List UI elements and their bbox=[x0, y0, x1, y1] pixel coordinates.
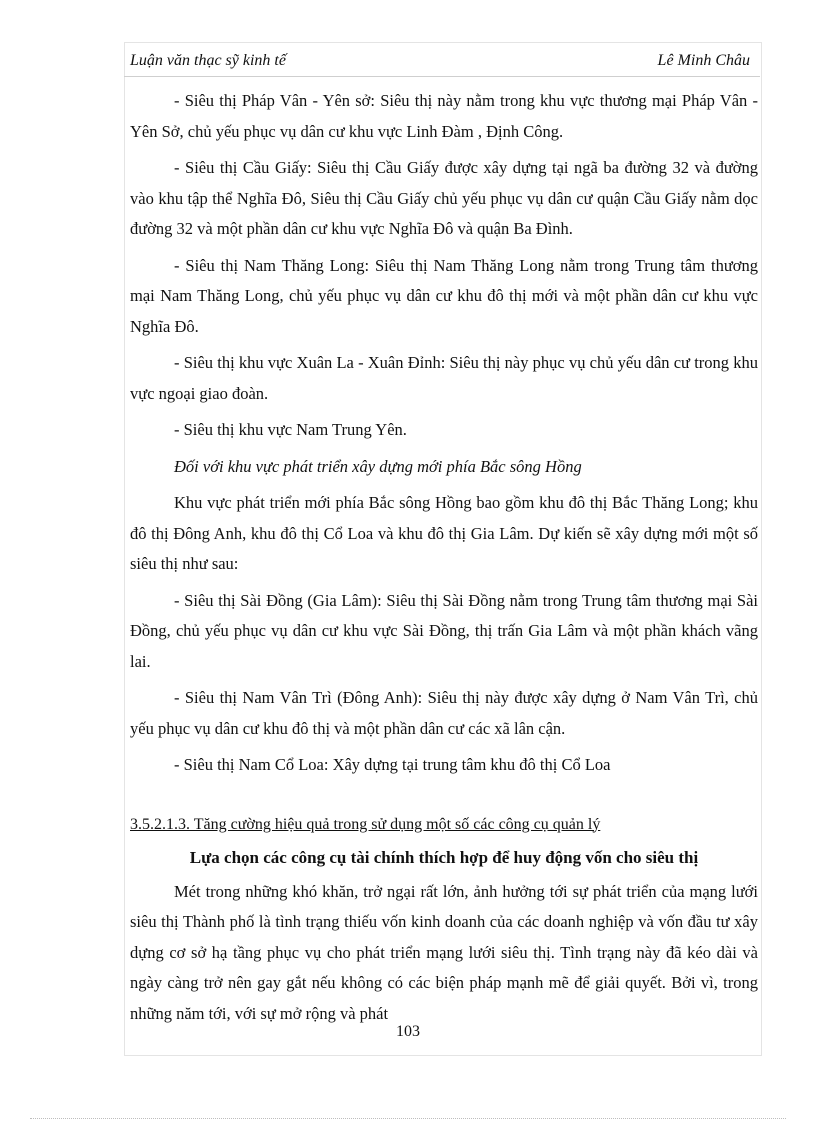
paragraph-xuan-la: - Siêu thị khu vực Xuân La - Xuân Đỉnh: Siêu thị này phục vụ chủ yếu dân cư trong khu vực ngoại giao đoàn. bbox=[130, 353, 758, 403]
paragraph-nam-co-loa: - Siêu thị Nam Cổ Loa: Xây dựng tại trung tâm khu đô thị Cổ Loa bbox=[174, 755, 611, 774]
footer-dotted-line bbox=[30, 1118, 786, 1119]
bold-heading: Lựa chọn các công cụ tài chính thích hợp để huy động vốn cho siêu thị bbox=[189, 847, 699, 867]
header-divider bbox=[124, 76, 760, 77]
page-number: 103 bbox=[396, 1023, 420, 1040]
document-body bbox=[130, 86, 758, 1035]
paragraph-capital-shortage: Mét trong những khó khăn, trở ngại rất lớn, ảnh hưởng tới sự phát triển của mạng lưới siêu thị Thành phố là tình trạng thiếu vốn kinh doanh của các doanh nghiệp và vốn đầu tư xây dựng cơ sở hạ tầng phục vụ cho phát triển mạng lưới siêu thị. Tình trạng này đã kéo dài và ngày càng trở nên gay gắt nếu không có các biện pháp mạnh mẽ để giải quyết. Bởi vì, trong những năm tới, với sự mở rộng và phát bbox=[130, 881, 758, 1023]
paragraph-nam-thang-long: - Siêu thị Nam Thăng Long: Siêu thị Nam Thăng Long nằm trong Trung tâm thương mại Nam Thăng Long, chủ yếu phục vụ dân cư khu đô thị mới và một phần dân cư khu vực Nghĩa Đô. bbox=[130, 255, 758, 336]
paragraph-sai-dong: - Siêu thị Sài Đồng (Gia Lâm): Siêu thị Sài Đồng nằm trong Trung tâm thương mại Sài Đồng, chủ yếu phục vụ dân cư khu vực Sài Đồng, thị trấn Gia Lâm và một phần khách vãng lai. bbox=[130, 590, 758, 671]
header-thesis-title: Luận văn thạc sỹ kinh tế bbox=[130, 52, 286, 69]
paragraph-phap-van: - Siêu thị Pháp Vân - Yên sở: Siêu thị này nằm trong khu vực thương mại Pháp Vân - Yên Sở, chủ yếu phục vụ dân cư khu vực Linh Đàm , Định Công. bbox=[130, 91, 758, 141]
paragraph-north-overview: Khu vực phát triển mới phía Bắc sông Hồng bao gồm khu đô thị Bắc Thăng Long; khu đô thị Đông Anh, khu đô thị Cổ Loa và khu đô thị Gia Lâm. Dự kiến sẽ xây dựng mới một số siêu thị như sau: bbox=[130, 493, 758, 573]
paragraph-nam-trung-yen: - Siêu thị khu vực Nam Trung Yên. bbox=[174, 420, 407, 439]
section-intro-north: Đối với khu vực phát triển xây dựng mới phía Bắc sông Hồng bbox=[174, 456, 582, 476]
paragraph-cau-giay: - Siêu thị Cầu Giấy: Siêu thị Cầu Giấy được xây dựng tại ngã ba đường 32 và đường vào khu tập thể Nghĩa Đô, Siêu thị Cầu Giấy chủ yếu phục vụ dân cư quận Cầu Giấy nằm dọc đường 32 và một phần dân cư khu vực Nghĩa Đô và quận Ba Đình. bbox=[130, 158, 758, 238]
paragraph-nam-van-tri: - Siêu thị Nam Vân Trì (Đông Anh): Siêu thị này được xây dựng ở Nam Vân Trì, chủ yếu phục vụ dân cư khu đô thị và một phần dân cư các xã lân cận. bbox=[130, 688, 758, 738]
header-author: Lê Minh Châu bbox=[657, 52, 750, 69]
running-header bbox=[130, 52, 750, 74]
section-subheading: 3.5.2.1.3. Tăng cường hiệu quả trong sử dụng một số các công cụ quản lý bbox=[130, 815, 601, 833]
